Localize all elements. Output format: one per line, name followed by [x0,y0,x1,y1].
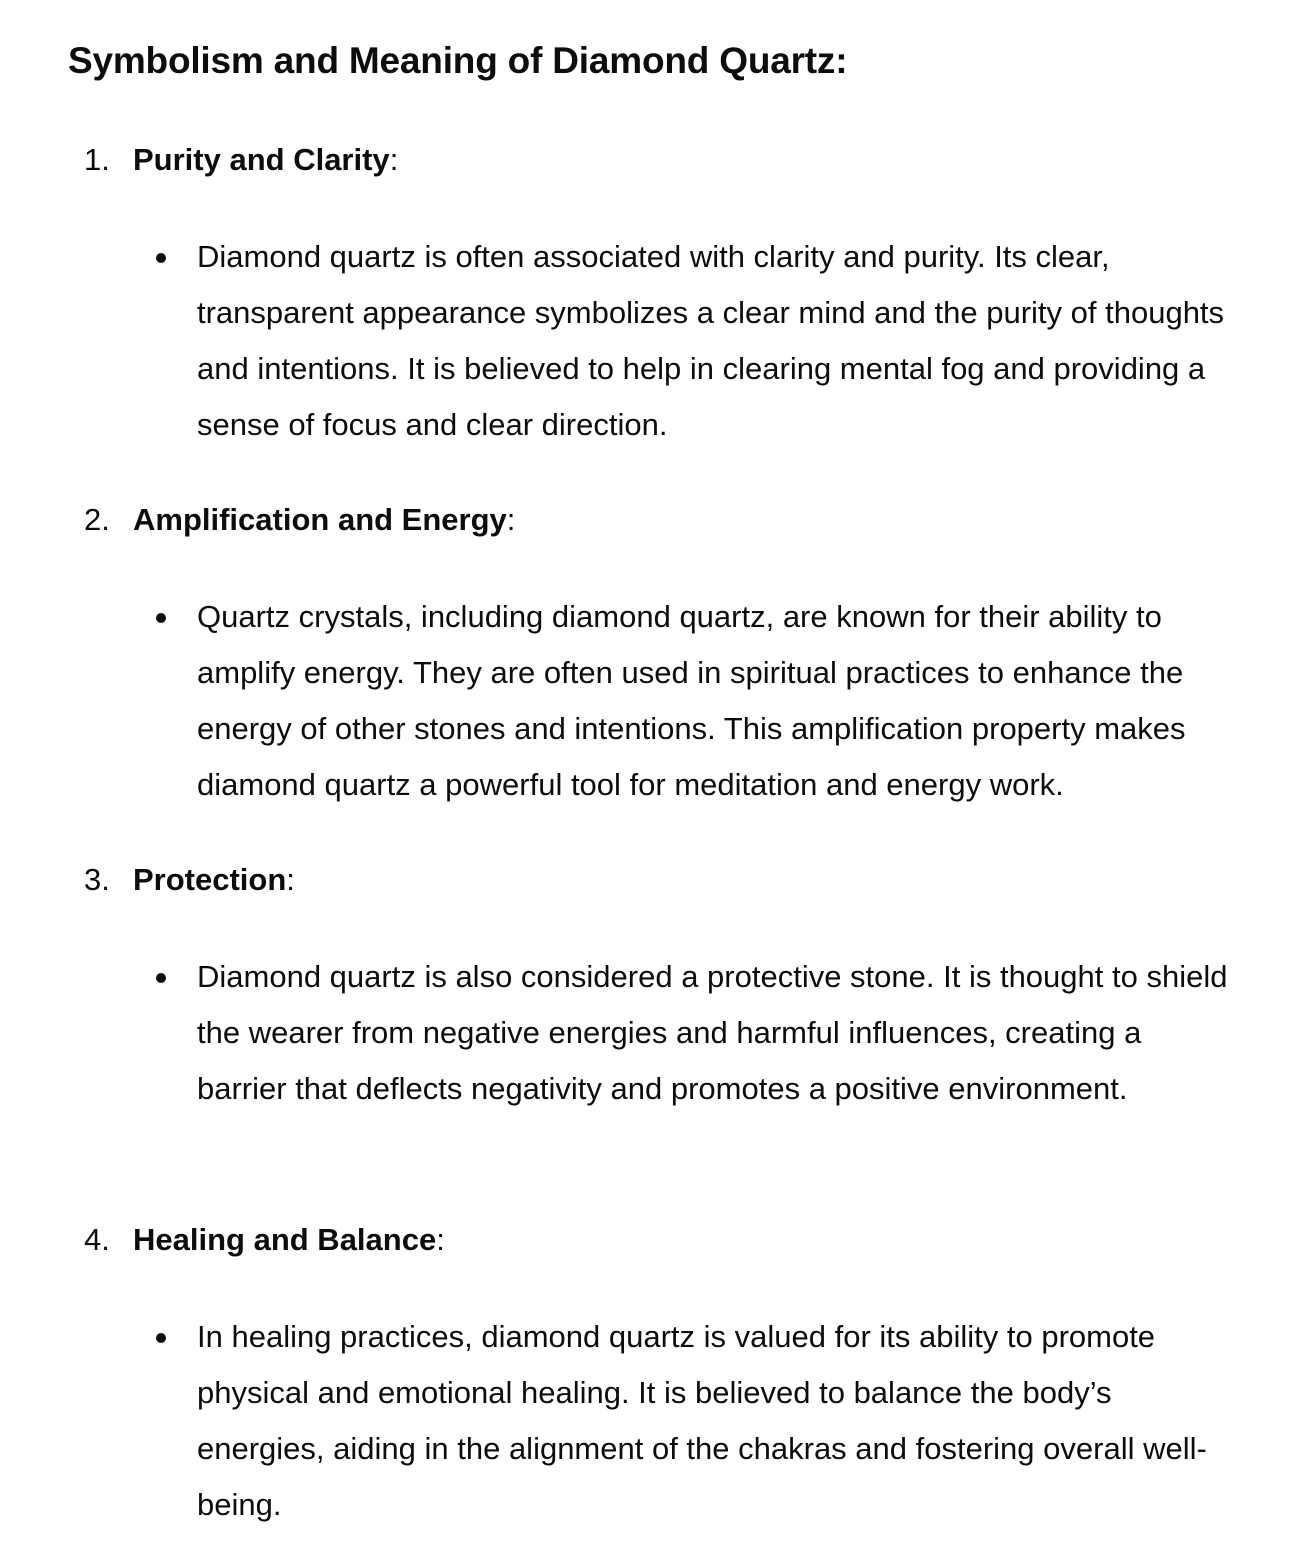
list-item-title [68,1220,1248,1260]
document-heading: Symbolism and Meaning of Diamond Quartz: [68,40,848,81]
list-item-title-text: Healing and Balance [133,1222,437,1257]
list-item [68,140,1248,442]
list-item-title-text: Amplification and Energy [133,502,507,537]
list-item [68,500,1248,802]
list-item-title [68,860,1248,900]
bullet-icon [156,973,166,983]
bullet-text: Diamond quartz is also considered a protective stone. It is thought to shield the wearer from negative energies and harmful influences, creating a barrier that deflects negativity and promotes a positive environment. [197,959,1228,1106]
bullet-icon [156,613,166,623]
bullet-text: Diamond quartz is often associated with clarity and purity. Its clear, transparent appearance symbolizes a clear mind and the purity of thoughts and intentions. It is believed to help in clearing mental fog and providing a sense of focus and clear direction. [197,239,1225,442]
list-item-number: 2. [84,502,110,537]
list-item-title-suffix: : [436,1222,445,1257]
list-item-title-text: Purity and Clarity [133,142,390,177]
list-item-title [68,140,1248,180]
list-item-title-suffix: : [506,502,516,537]
list-item-number: 3. [84,862,110,897]
list-item [68,1220,1248,1522]
bullet-text: In healing practices, diamond quartz is valued for its ability to promote physical and emotional healing. It is believed to balance the body’s energies, aiding in the alignment of the chakras and fostering overall well-being. [197,1319,1207,1522]
list-item-title-suffix: : [389,142,399,177]
list-item-title-text: Protection [133,862,287,897]
list-item-title-suffix: : [286,862,295,897]
list-item-number: 1. [84,142,110,177]
list-item [68,860,1248,1106]
bullet-icon [156,253,166,263]
bullet-text: Quartz crystals, including diamond quartz, are known for their ability to amplify energy. They are often used in spiritual practices to enhance the energy of other stones and intentions. This amplification property makes diamond quartz a powerful tool for meditation and energy work. [197,599,1186,802]
list-item-number: 4. [84,1222,110,1257]
bullet-icon [156,1333,166,1343]
list-item-title [68,500,1248,540]
